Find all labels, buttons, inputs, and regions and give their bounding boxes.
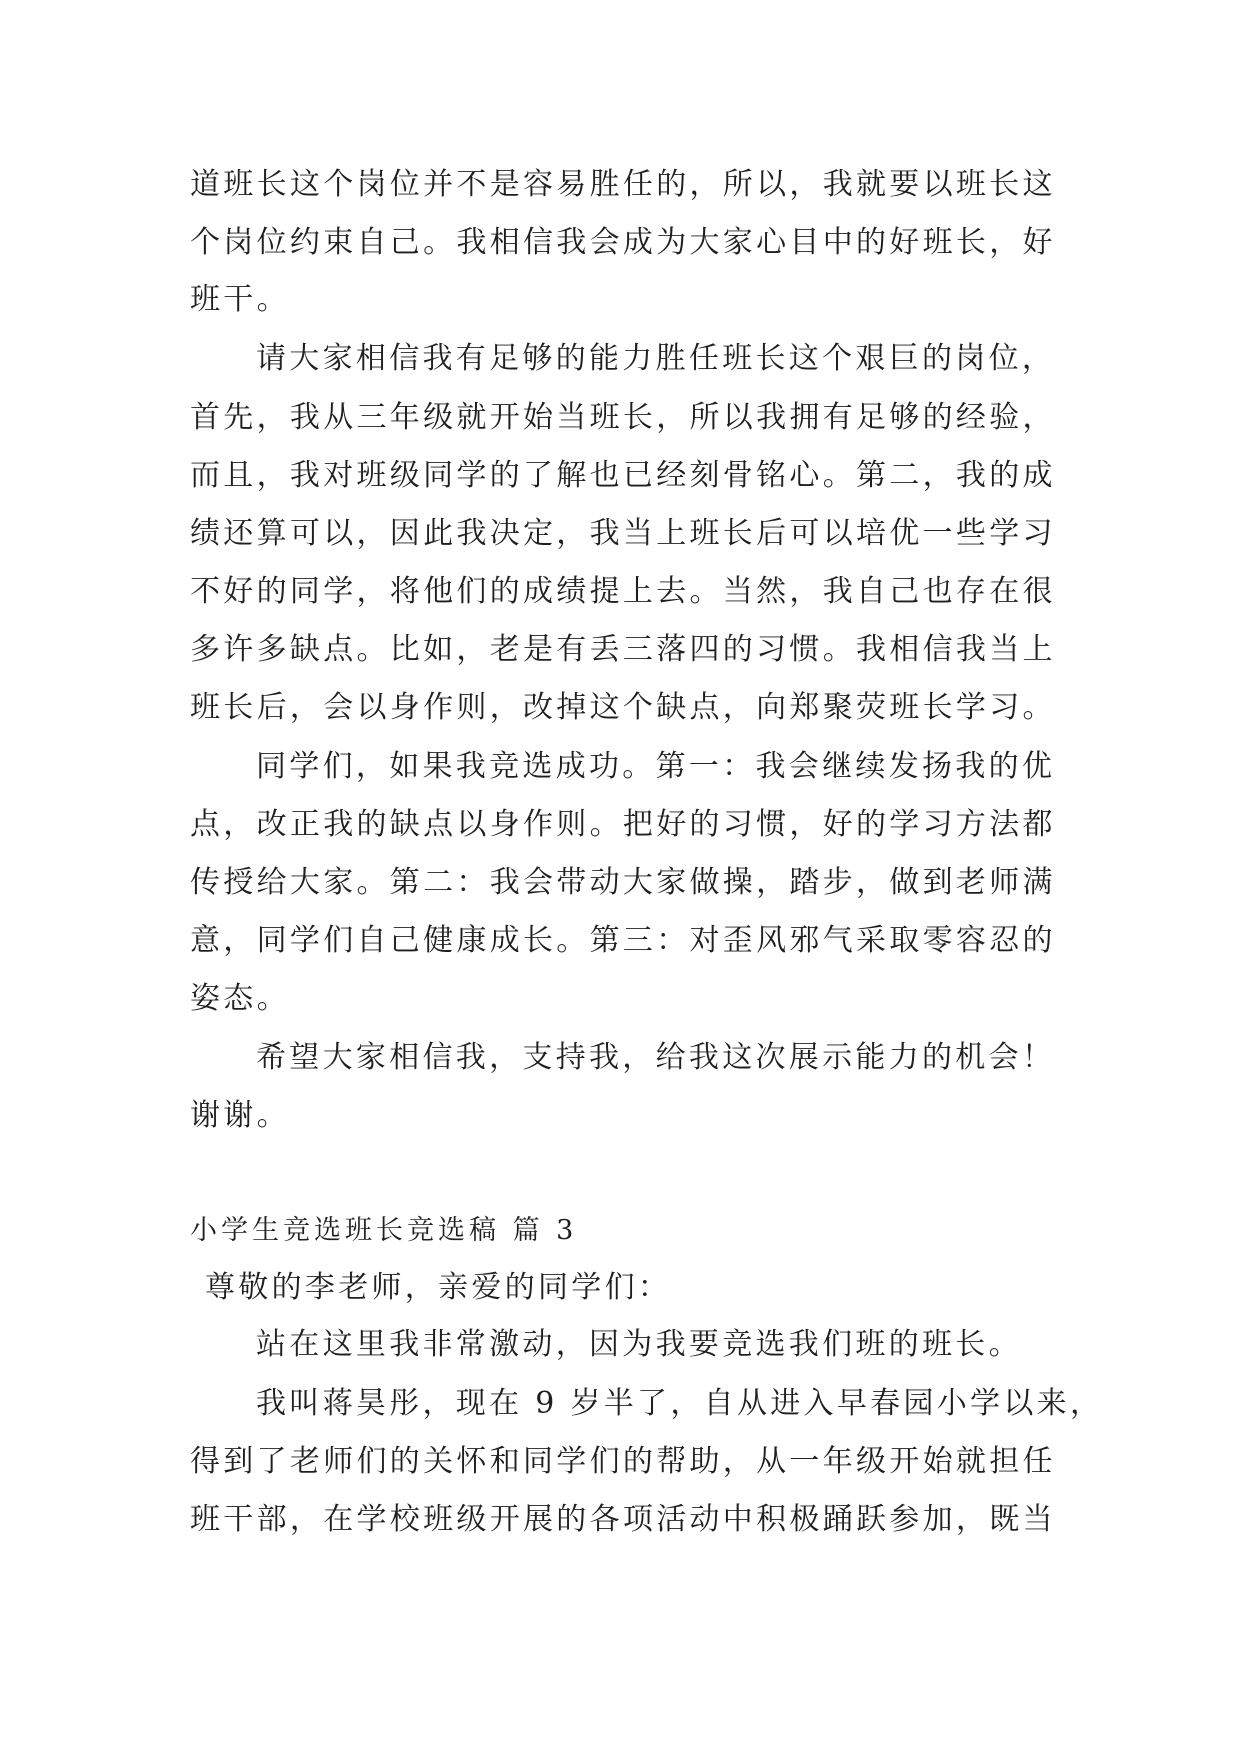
text-line: 班长后，会以身作则，改掉这个缺点，向郑聚荧班长学习。 [190, 690, 1056, 725]
text-line: 我叫蒋昊彤，现在 9 岁半了，自从进入早春园小学以来， [256, 1386, 1104, 1421]
text-line: 不好的同学，将他们的成绩提上去。当然，我自己也存在很 [190, 574, 1056, 609]
text-line: 站在这里我非常激动，因为我要竞选我们班的班长。 [256, 1327, 1022, 1362]
text-line: 传授给大家。第二：我会带动大家做操，踏步，做到老师满 [190, 865, 1056, 900]
section-heading: 小学生竞选班长竞选稿 篇 3 [190, 1215, 578, 1246]
text-line: 道班长这个岗位并不是容易胜任的，所以，我就要以班长这 [190, 167, 1056, 202]
text-line: 绩还算可以，因此我决定，我当上班长后可以培优一些学习 [190, 516, 1056, 551]
text-line: 希望大家相信我，支持我，给我这次展示能力的机会！ [256, 1040, 1056, 1075]
text-line: 点，改正我的缺点以身作则。把好的习惯，好的学习方法都 [190, 807, 1056, 842]
text-line: 班干。 [190, 282, 290, 317]
text-line: 个岗位约束自己。我相信我会成为大家心目中的好班长，好 [190, 225, 1056, 260]
text-line: 姿态。 [190, 981, 290, 1016]
text-line: 多许多缺点。比如，老是有丢三落四的习惯。我相信我当上 [190, 632, 1056, 667]
text-line: 而且，我对班级同学的了解也已经刻骨铭心。第二，我的成 [190, 458, 1056, 493]
text-line: 得到了老师们的关怀和同学们的帮助，从一年级开始就担任 [190, 1444, 1056, 1479]
text-line: 意，同学们自己健康成长。第三：对歪风邪气采取零容忍的 [190, 923, 1056, 958]
text-line: 班干部，在学校班级开展的各项活动中积极踊跃参加，既当 [190, 1502, 1056, 1537]
text-line: 请大家相信我有足够的能力胜任班长这个艰巨的岗位， [256, 341, 1056, 376]
text-line: 首先，我从三年级就开始当班长，所以我拥有足够的经验， [190, 400, 1056, 435]
text-line: 谢谢。 [190, 1098, 290, 1133]
text-line: 同学们，如果我竞选成功。第一：我会继续发扬我的优 [256, 749, 1056, 784]
salutation: 尊敬的李老师，亲爱的同学们： [205, 1270, 672, 1305]
